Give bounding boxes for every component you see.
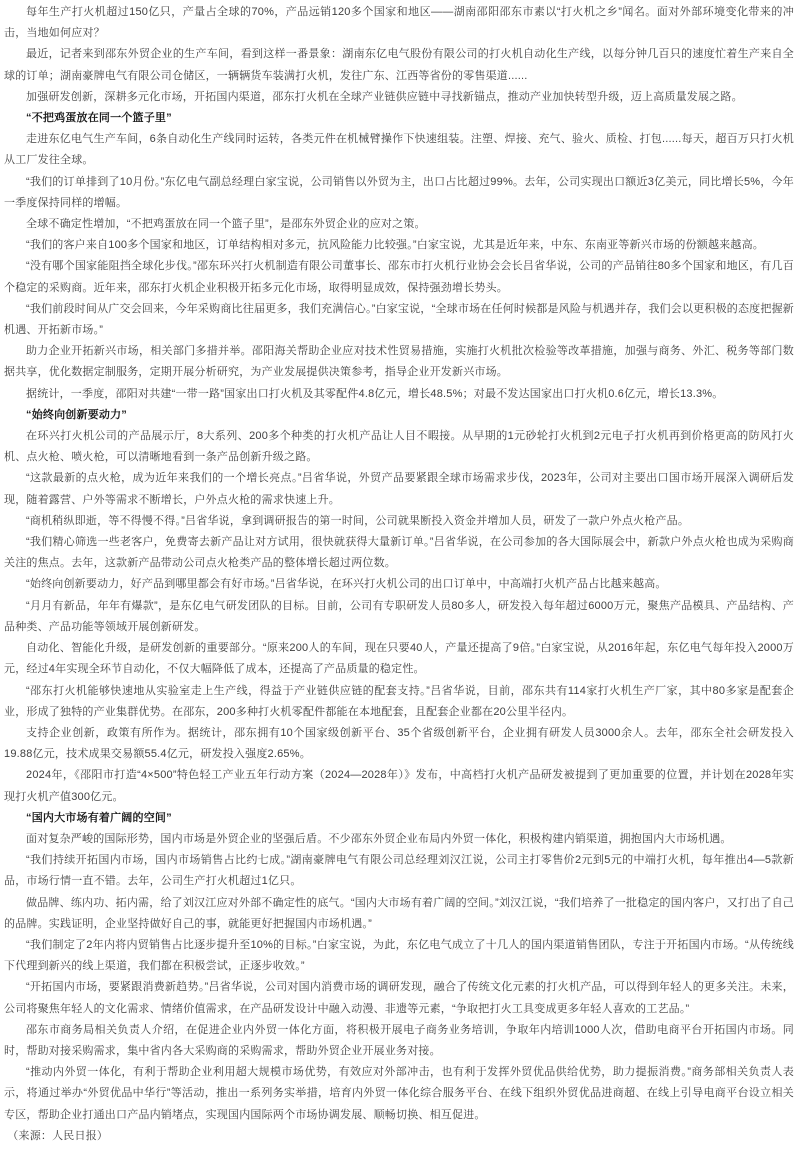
article-paragraph: 支持企业创新，政策有所作为。据统计，邵东拥有10个国家级创新平台、35个省级创新平台，企业拥有研发人员3000余人。去年，邵东全社会研发投入19.88亿元，技术成果交易额55.4亿元，研发投入强度2.65%。 (4, 726, 794, 761)
article-paragraph: 加强研发创新，深耕多元化市场，开拓国内渠道，邵东打火机在全球产业链供应链中寻找新锚点，推动产业加快转型升级，迈上高质量发展之路。 (26, 90, 743, 103)
article-paragraph: “开拓国内市场，要紧跟消费新趋势。”吕省华说，公司对国内消费市场的调研发现，融合了传统文化元素的打火机产品，可以得到年轻人的更多关注。未来，公司将聚焦年轻人的文化需求、情绪价值需求，在产品研发设计中融入动漫、非遗等元素，“争取把打火工具变成更多年轻人喜欢的工艺品。” (4, 981, 794, 1015)
article-paragraph: “推动内外贸一体化，有利于帮助企业利用超大规模市场优势，有效应对外部冲击，也有利于发挥外贸优品供给优势，助力提振消费。”商务部相关负责人表示，将通过举办“外贸优品中华行”等活动，推出一系列务实举措，培育内外贸一体化综合服务平台、在线下组织外贸优品进商超、在线上引导电商平台设立相关专区，帮助企业打通出口产品内销堵点，实现国内国际两个市场协调发展、顺畅切换、相互促进。 (4, 1066, 794, 1121)
article-paragraph: 在环兴打火机公司的产品展示厅，8大系列、200多个种类的打火机产品让人目不暇接。从早期的1元砂轮打火机到2元电子打火机再到价格更高的防风打火机、点火枪、喷火枪，可以清晰地看到一条产品创新升级之路。 (4, 430, 794, 464)
article-paragraph: 每年生产打火机超过150亿只，产量占全球的70%，产品远销120多个国家和地区——湖南邵阳邵东市素以“打火机之乡”闻名。面对外部环境变化带来的冲击，当地如何应对？ (4, 6, 794, 40)
article-paragraph: “我们精心筛选一些老客户，免费寄去新产品让对方试用，很快就获得大量新订单。”吕省华说，在公司参加的各大国际展会中，新款户外点火枪也成为采购商关注的焦点。去年，这款新产品带动公司点火枪类产品的整体增长超过两位数。 (4, 536, 794, 570)
section-heading: “不把鸡蛋放在同一个篮子里” (26, 112, 172, 125)
article-paragraph: 自动化、智能化升级，是研发创新的重要部分。“原来200人的车间，现在只要40人，产量还提高了9倍。”白家宝说，从2016年起，东亿电气每年投入2000万元，经过4年实现全环节自动化，不仅大幅降低了成本，还提高了产品质量的稳定性。 (4, 642, 794, 676)
article-paragraph: 最近，记者来到邵东外贸企业的生产车间，看到这样一番景象：湖南东亿电气股份有限公司的打火机自动化生产线，以每分钟几百只的速度忙着生产来自全球的订单；湖南豪牌电气有限公司仓储区，一辆辆货车装满打火机，发往广东、江西等省份的零售渠道...... (4, 48, 794, 82)
article-paragraph: “没有哪个国家能阻挡全球化步伐。”邵东环兴打火机制造有限公司董事长、邵东市打火机行业协会会长吕省华说，公司的产品销往80多个国家和地区，有几百个稳定的采购商。近年来，邵东打火机企业积极开拓多元化市场，取得明显成效，保持强劲增长势头。 (4, 260, 794, 294)
article-paragraph: “邵东打火机能够快速地从实验室走上生产线，得益于产业链供应链的配套支持。”吕省华说，目前，邵东共有114家打火机生产厂家，其中80多家是配套企业，形成了独特的产业集群优势。在邵东，200多种打火机零配件都能在本地配套，且配套企业都在20公里半径内。 (4, 684, 794, 718)
source-line: （来源：人民日报） (7, 1129, 109, 1142)
article-paragraph: 邵东市商务局相关负责人介绍，在促进企业内外贸一体化方面，将积极开展电子商务业务培训，争取年内培训1000人次，借助电商平台开拓国内市场。同时，帮助对接采购需求，集中省内各大采购商的采购需求，帮助外贸企业开展业务对接。 (4, 1023, 794, 1057)
article-paragraph: 助力企业开拓新兴市场，相关部门多措并举。邵阳海关帮助企业应对技术性贸易措施，实施打火机批次检验等改革措施，加强与商务、外汇、税务等部门数据共享，优化数据定制服务，定期开展分析研究，为产业发展提供决策参考，指导企业开发新兴市场。 (4, 345, 794, 379)
article-paragraph: 2024年，《邵阳市打造“4×500”特色轻工产业五年行动方案（2024—2028年）》发布，中高档打火机产品研发被提到了更加重要的位置，并计划在2028年实现打火机产值300亿元。 (4, 769, 794, 803)
article-paragraph: 面对复杂严峻的国际形势，国内市场是外贸企业的坚强后盾。不少邵东外贸企业布局内外贸一体化，积极构建内销渠道，拥抱国内大市场机遇。 (26, 832, 732, 845)
article-paragraph: 全球不确定性增加，“不把鸡蛋放在同一个篮子里”，是邵东外贸企业的应对之策。 (26, 218, 426, 231)
article-paragraph: 做品牌、练内功、拓内需，给了刘汉江应对外部不确定性的底气。“国内大市场有着广阔的空间。”刘汉江说，“我们培养了一批稳定的国内客户，又打出了自己的品牌。实践证明，企业坚持做好自己的事，就能更好把握国内市场机遇。” (4, 896, 794, 930)
article-paragraph: “始终向创新要动力，好产品到哪里都会有好市场。”吕省华说，在环兴打火机公司的出口订单中，中高端打火机产品占比越来越高。 (26, 578, 667, 591)
article-paragraph: “我们的订单排到了10月份。”东亿电气副总经理白家宝说，公司销售以外贸为主，出口占比超过99%。去年，公司实现出口额近3亿美元，同比增长5%，今年一季度保持同样的增幅。 (4, 175, 794, 209)
article-content (4, 2, 794, 1147)
article-paragraph: 走进东亿电气生产车间，6条自动化生产线同时运转，各类元件在机械臂操作下快速组装。注塑、焊接、充气、验火、质检、打包......每天，超百万只打火机从工厂发往全球。 (4, 133, 794, 167)
article-paragraph: “这款最新的点火枪，成为近年来我们的一个增长亮点。”吕省华说，外贸产品要紧跟全球市场需求步伐，2023年，公司对主要出口国市场开展深入调研后发现，随着露营、户外等需求不断增长，户外点火枪的需求快速上升。 (4, 472, 794, 506)
article-paragraph: “我们的客户来自100多个国家和地区，订单结构相对多元，抗风险能力比较强。”白家宝说，尤其是近年来，中东、东南亚等新兴市场的份额越来越高。 (26, 239, 764, 252)
section-heading: “始终向创新要动力” (26, 408, 127, 421)
article-paragraph: “我们持续开拓国内市场，国内市场销售占比约七成。”湖南豪牌电气有限公司总经理刘汉江说，公司主打零售价2元到5元的中端打火机，每年推出4—5款新品，市场行情一直不错。去年，公司生产打火机超过1亿只。 (4, 854, 794, 888)
section-heading: “国内大市场有着广阔的空间” (26, 811, 172, 824)
article-paragraph: “我们制定了2年内将内贸销售占比逐步提升至10%的目标。”白家宝说，为此，东亿电气成立了十几人的国内渠道销售团队，专注于开拓国内市场。“从传统线下代理到新兴的线上渠道，我们都在积极尝试，正逐步收效。” (4, 938, 794, 973)
article-paragraph: “我们前段时间从广交会回来，今年采购商比往届更多，我们充满信心。”白家宝说，“全球市场在任何时候都是风险与机遇并存，我们会以更积极的态度把握新机遇、开拓新市场。” (4, 302, 794, 337)
article-paragraph: “商机稍纵即逝，等不得慢不得。”吕省华说，拿到调研报告的第一时间，公司就果断投入资金并增加人员，研发了一款户外点火枪产品。 (26, 514, 690, 527)
article-paragraph: “月月有新品，年年有爆款”，是东亿电气研发团队的目标。目前，公司有专职研发人员80多人，研发投入每年超过6000万元，聚焦产品模具、产品结构、产品种类、产品功能等领域开展创新研发。 (4, 599, 794, 633)
article-paragraph: 据统计，一季度，邵阳对共建“一带一路”国家出口打火机及其零配件4.8亿元，增长48.5%；对最不发达国家出口打火机0.6亿元，增长13.3%。 (26, 387, 724, 400)
